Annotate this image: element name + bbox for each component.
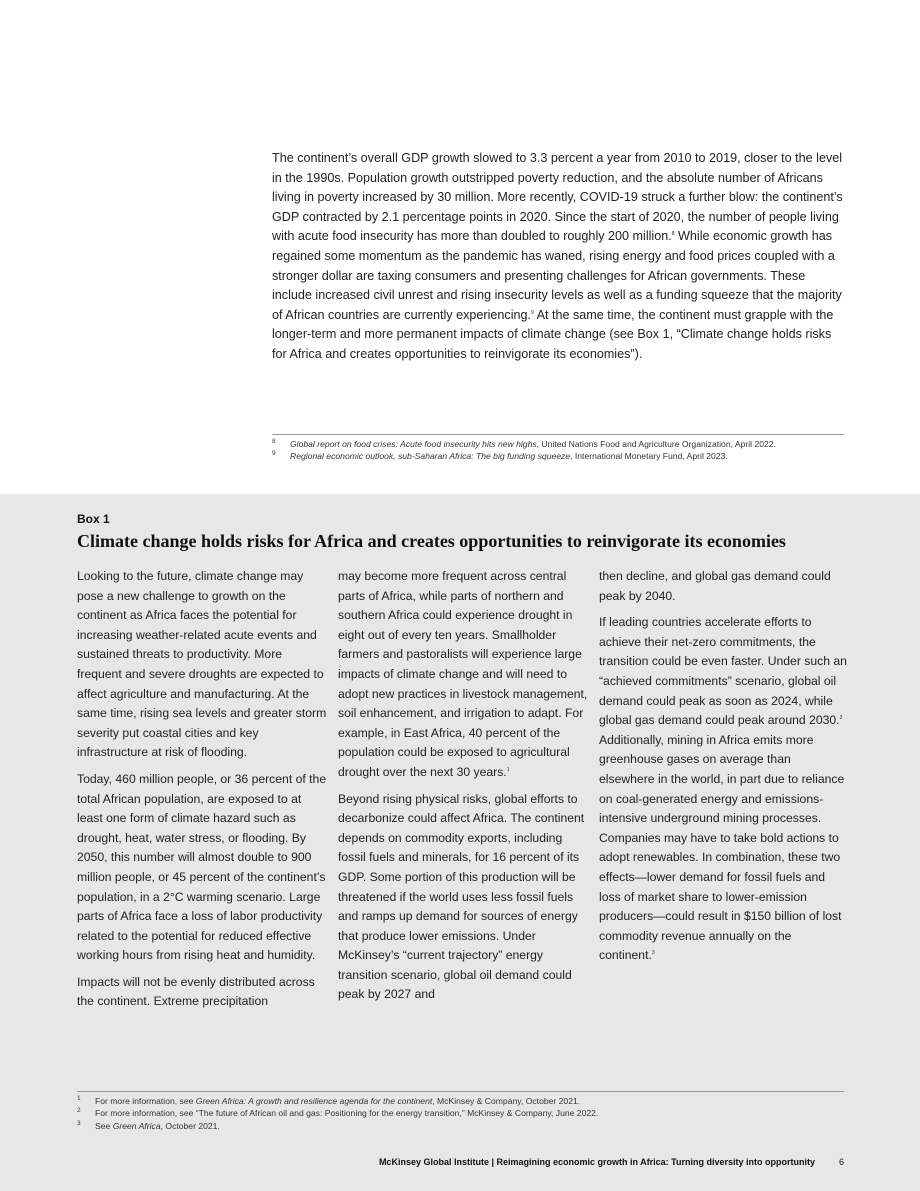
footnote-divider-bottom: [77, 1091, 844, 1092]
footnote-pre: For more information, see “The future of African oil and gas: Positioning for the energy transition,” McKinsey & Company, June 2022.: [95, 1108, 599, 1119]
footnote-text: , October 2021.: [160, 1120, 220, 1131]
footnote-pre: For more information, see: [95, 1096, 196, 1106]
page-footer: [379, 1157, 844, 1167]
footnote-9: [272, 450, 832, 462]
footnote-ref-2[interactable]: 2: [839, 715, 843, 722]
footnote-number: 8: [272, 438, 276, 445]
paragraph: Impacts will not be evenly distributed across the continent. Extreme precipitation: [77, 974, 315, 1009]
paragraph-text: If leading countries accelerate efforts to achieve their net-zero commitments, the transition could be even faster. Under such an “achieved commitments” scenario, global oil demand could peak as soon as 2024, while global gas demand could peak around 2030.: [599, 615, 847, 728]
box-column-2: [338, 567, 588, 1005]
box-1-panel: [0, 494, 920, 1191]
page-number: 6: [838, 1157, 844, 1167]
box-column-3: [599, 567, 849, 966]
paragraph-text: may become more frequent across central parts of Africa, while parts of northern and southern Africa could experience drought in eight out of every ten years. Smallholder farmers and pastoralists will experience large impacts of climate change and will need to adopt new practices in livestock management, soil enhancement, and irrigation to adapt. For example, in East Africa, 40 percent of the population could be exposed to agricultural drought over the next 30 years.: [338, 569, 588, 779]
footnote-text: , United Nations Food and Agriculture Organization, April 2022.: [536, 439, 776, 449]
paragraph: [338, 567, 588, 783]
footnote-divider-top: [272, 434, 844, 435]
footnote-ref-8[interactable]: 8: [671, 231, 675, 238]
box-column-1: [77, 567, 327, 1012]
intro-paragraph: [272, 149, 847, 365]
footnote-text: , McKinsey & Company, October 2021.: [432, 1096, 581, 1106]
box-title: Climate change holds risks for Africa and creates opportunities to reinvigorate its economies: [77, 531, 786, 551]
footnote-8: [272, 438, 832, 450]
intro-text-2: While economic growth has regained some momentum as the pandemic has waned, rising energy and food prices coupled with a stronger dollar are taxing consumers and presenting challenges for African governments. These include increased civil unrest and rising insecurity levels as well as a funding squeeze that the majority of African countries are currently experiencing.: [272, 229, 842, 322]
footnote-title: Global report on food crises: Acute food insecurity hits new highs: [290, 439, 537, 449]
paragraph: Today, 460 million people, or 36 percent of the total African population, are exposed to at least one form of climate hazard such as drought, heat, water stress, or flooding. By 2050, this number will almost double to 900 million people, or 45 percent of the continent’s population, in a 2°C warming scenario. Large parts of Africa face a loss of labor productivity related to the potential for reduced effective working hours from rising heat and humidity.: [77, 771, 327, 963]
footnote-ref-3[interactable]: 3: [651, 950, 655, 957]
footnote-ref-1[interactable]: 1: [506, 766, 510, 773]
paragraph-text: Additionally, mining in Africa emits more greenhouse gases on average than elsewhere in the world, in part due to reliance on coal-generated energy and emissions-intensive underground mining processes. Companies may have to take bold actions to adopt renewables. In combination, these two effects—lower demand for fossil fuels and loss of market share to lower-emission producers—could result in $150 billion of lost commodity revenue annually on the continent.: [599, 732, 845, 963]
footnote-number: 1: [77, 1095, 81, 1102]
footnote-number: 3: [77, 1119, 81, 1127]
intro-text-3: At the same time, the continent must grapple with the longer-term and more permanent impacts of climate change (see Box 1, “Climate change holds risks for Africa and creates opportunities to reinvigorate its economies”).: [272, 307, 834, 361]
footnote-pre: See: [95, 1120, 113, 1131]
footnote-title: Green Africa: A growth and resilience agenda for the continent: [195, 1096, 433, 1106]
paragraph: then decline, and global gas demand could peak by 2040.: [599, 569, 831, 603]
paragraph: Beyond rising physical risks, global efforts to decarbonize could affect Africa. The continent depends on commodity exports, including fossil fuels and minerals, for 16 percent of its GDP. Some portion of this production will be threatened if the world uses less fossil fuels and ramps up demand for sources of energy that produce lower emissions. Under McKinsey’s “current trajectory” energy transition scenario, global oil demand could peak by 2027 and: [338, 791, 585, 1002]
footnote-2: [77, 1107, 844, 1119]
footer-source: McKinsey Global Institute | Reimagining economic growth in Africa: Turning diversity into opportunity: [378, 1157, 815, 1167]
footnotes-top: [272, 438, 832, 463]
footnotes-box: [77, 1095, 844, 1132]
footnote-3: [77, 1120, 844, 1132]
footnote-number: 9: [272, 450, 276, 458]
paragraph: [599, 613, 849, 966]
paragraph: Looking to the future, climate change may pose a new challenge to growth on the continent as Africa faces the potential for increasing weather-related acute events and sustained threats to productivity. More frequent and severe droughts are expected to affect agriculture and manufacturing. At the same time, rising sea levels and greater storm severity put coastal cities and key infrastructure at risk of flooding.: [77, 569, 327, 760]
footnote-title: Green Africa: [112, 1120, 161, 1131]
footnote-1: [77, 1095, 844, 1107]
box-label: Box 1: [77, 512, 110, 526]
footnote-title: Regional economic outlook, sub-Saharan Africa: The big funding squeeze: [290, 451, 571, 462]
footnote-number: 2: [77, 1107, 81, 1115]
intro-text-1: The continent’s overall GDP growth slowed to 3.3 percent a year from 2010 to 2019, closer to the level in the 1990s. Population growth outstripped poverty reduction, and the absolute number of Africans living in poverty increased by 30 million. More recently, COVID-19 struck a further blow: the continent’s GDP contracted by 2.1 percentage points in 2020. Since the start of 2020, the number of people living with acute food insecurity has more than doubled to roughly 200 million.: [272, 151, 843, 244]
footnote-text: , International Monetary Fund, April 2023.: [570, 451, 728, 462]
footnote-ref-9[interactable]: 9: [531, 309, 534, 316]
